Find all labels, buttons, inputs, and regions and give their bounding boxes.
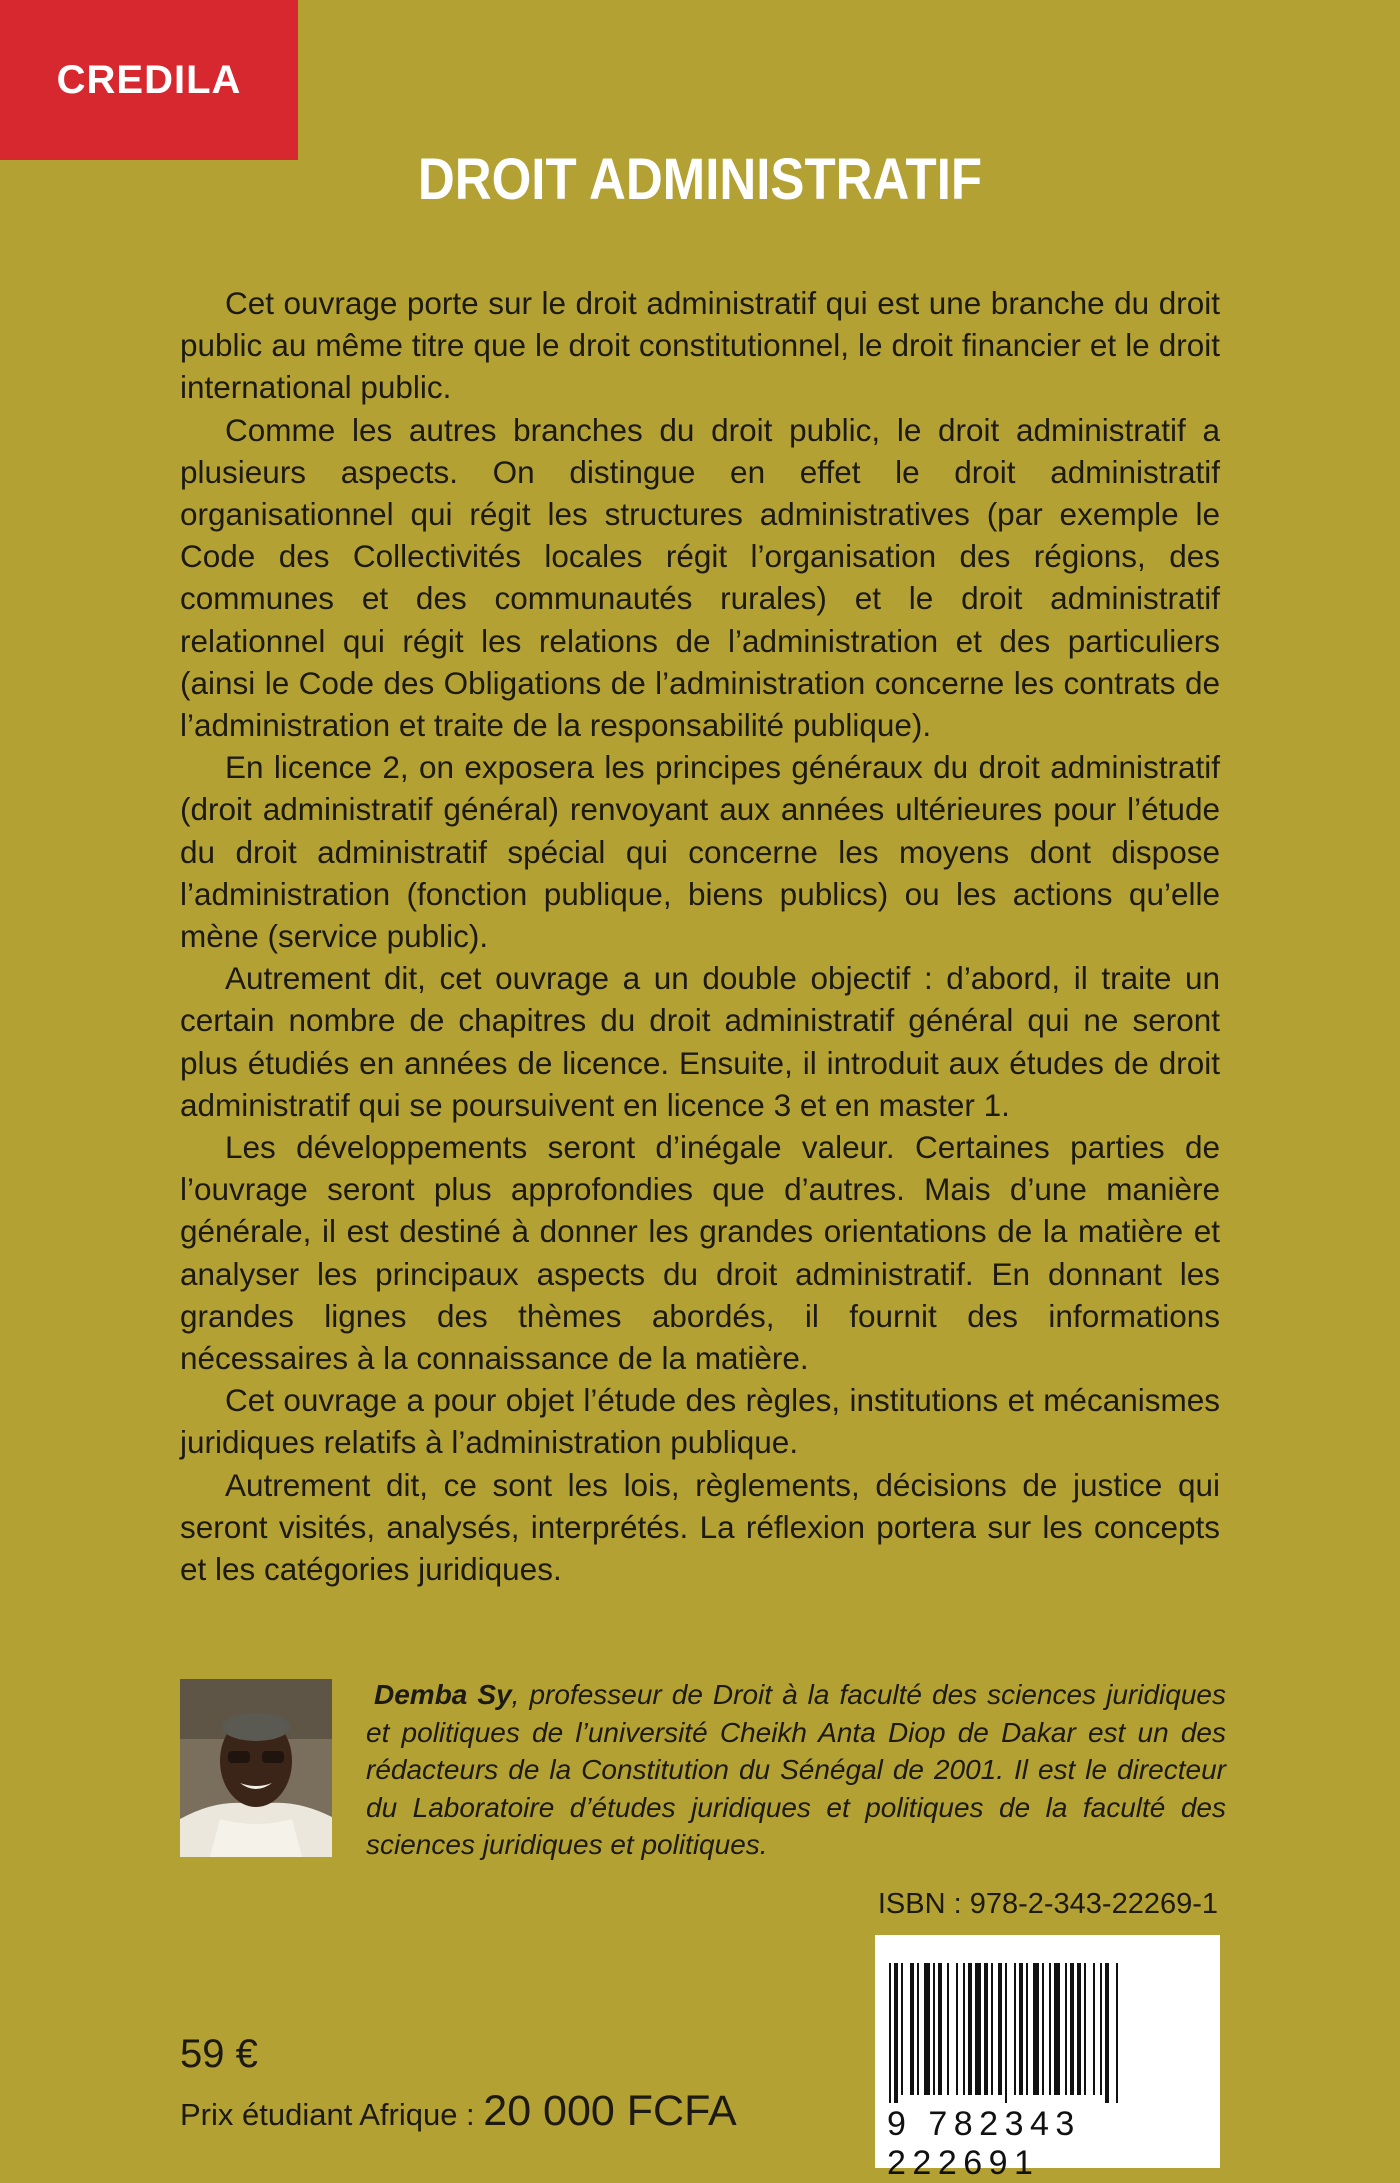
isbn: ISBN : 978-2-343-22269-1	[877, 1888, 1218, 1920]
description-paragraph: Les développements seront d’inégale valeur. Certaines parties de l’ouvrage seront plus approfondies que d’autres. Mais d’une manière générale, il est destiné à donner les grandes orientations de la matière et analyser les principaux aspects du droit administratif. En donnant les grandes lignes des thèmes abordés, il fournit des informations nécessaires à la connaissance de la matière.	[180, 1129, 1220, 1377]
price-africa	[180, 2087, 737, 2136]
barcode-bar	[984, 1963, 988, 2095]
barcode-bar	[894, 1963, 898, 2103]
barcode-bar	[1019, 1963, 1023, 2095]
description-paragraph: Autrement dit, cet ouvrage a un double objectif : d’abord, il traite un certain nombre de chapitres du droit administratif général qui ne seront plus étudiés en années de licence. Ensuite, il introduit aux études de droit administratif qui se poursuivent en licence 3 et en master 1.	[180, 960, 1220, 1123]
barcode-bar	[1070, 1963, 1074, 2095]
barcode-bar	[901, 1963, 903, 2095]
barcode-bar	[947, 1963, 949, 2095]
barcode-bar	[1084, 1963, 1086, 2095]
barcode-bar	[1026, 1963, 1028, 2095]
description-paragraph: En licence 2, on exposera les principes généraux du droit administratif (droit administratif général) renvoyant aux années ultérieures pour l’étude du droit administratif spécial qui concerne les moyens dont dispose l’administration (fonction publique, biens publics) ou les actions qu’elle mène (service public).	[180, 749, 1220, 955]
barcode-bar	[963, 1963, 965, 2095]
barcode-bar	[1049, 1963, 1051, 2095]
description-paragraph: Cet ouvrage porte sur le droit administratif qui est une branche du droit public au même titre que le droit constitutionnel, le droit financier et le droit international public.	[180, 285, 1220, 406]
barcode-bar	[991, 1963, 993, 2095]
author-name: Demba Sy	[374, 1679, 512, 1710]
author-portrait-icon	[180, 1679, 332, 1857]
description-paragraph: Autrement dit, ce sont les lois, règlements, décisions de justice qui seront visités, analysés, interprétés. La réflexion portera sur les concepts et les catégories juridiques.	[180, 1466, 1220, 1588]
barcode-bar	[889, 1963, 891, 2103]
description-paragraph: Cet ouvrage a pour objet l’étude des règles, institutions et mécanismes juridiques relatifs à l’administration publique.	[180, 1382, 1220, 1461]
book-title: DROIT ADMINISTRATIF	[417, 147, 983, 212]
barcode-bar	[1054, 1963, 1060, 2095]
barcode-bar	[1100, 1963, 1102, 2095]
barcode-bar	[1014, 1963, 1016, 2095]
barcode-bar	[1042, 1963, 1044, 2095]
barcode-bar	[924, 1963, 930, 2095]
author-bio-text: , professeur de Droit à la faculté des sciences juridiques et politiques de l’université Cheikh Anta Diop de Dakar est un des rédacteurs de la Constitution du Sénégal de 2001. Il est le directeur du Laboratoire d’études juridiques et politiques de la faculté des sciences juridiques et politiques.	[366, 1679, 1226, 1860]
barcode-digits: 9 782343 222691	[887, 2105, 1081, 2182]
publisher-logo-text: CREDILA	[56, 57, 242, 102]
barcode-bar	[933, 1963, 935, 2095]
barcode-bar	[1065, 1963, 1067, 2095]
barcode-bar	[998, 1963, 1002, 2095]
price-africa-amount: 20 000 FCFA	[483, 2087, 737, 2135]
barcode-bar	[917, 1963, 919, 2095]
barcode-bar	[1077, 1963, 1081, 2095]
publisher-logo	[0, 0, 298, 160]
barcode-bar	[1033, 1963, 1039, 2095]
barcode-bar	[975, 1963, 981, 2095]
author-photo	[180, 1679, 332, 1857]
barcode-bar	[910, 1963, 914, 2095]
barcode-bar	[938, 1963, 942, 2095]
description-paragraph: Comme les autres branches du droit public, le droit administratif a plusieurs aspects. On distingue en effet le droit administratif organisationnel qui régit les structures administratives (par exemple le Code des Collectivités locales régit l’organisation des régions, des communes et des communautés rurales) et le droit administratif relationnel qui régit les relations de l’administration et des particuliers (ainsi le Code des Obligations de l’administration concerne les contrats de l’administration et traite de la responsabilité publique).	[180, 411, 1220, 744]
barcode	[875, 1935, 1220, 2182]
book-description	[180, 282, 1220, 1590]
price: 59 €	[180, 2032, 258, 2076]
price-africa-label: Prix étudiant Afrique :	[180, 2097, 484, 2132]
barcode-bars	[885, 1963, 1210, 2103]
barcode-bar	[1116, 1963, 1118, 2103]
barcode-bar	[1105, 1963, 1109, 2103]
barcode-bar	[956, 1963, 958, 2095]
barcode-bar	[1093, 1963, 1095, 2095]
barcode-bar	[968, 1963, 972, 2095]
barcode-bar	[1005, 1963, 1007, 2103]
author-bio	[366, 1676, 1226, 1864]
